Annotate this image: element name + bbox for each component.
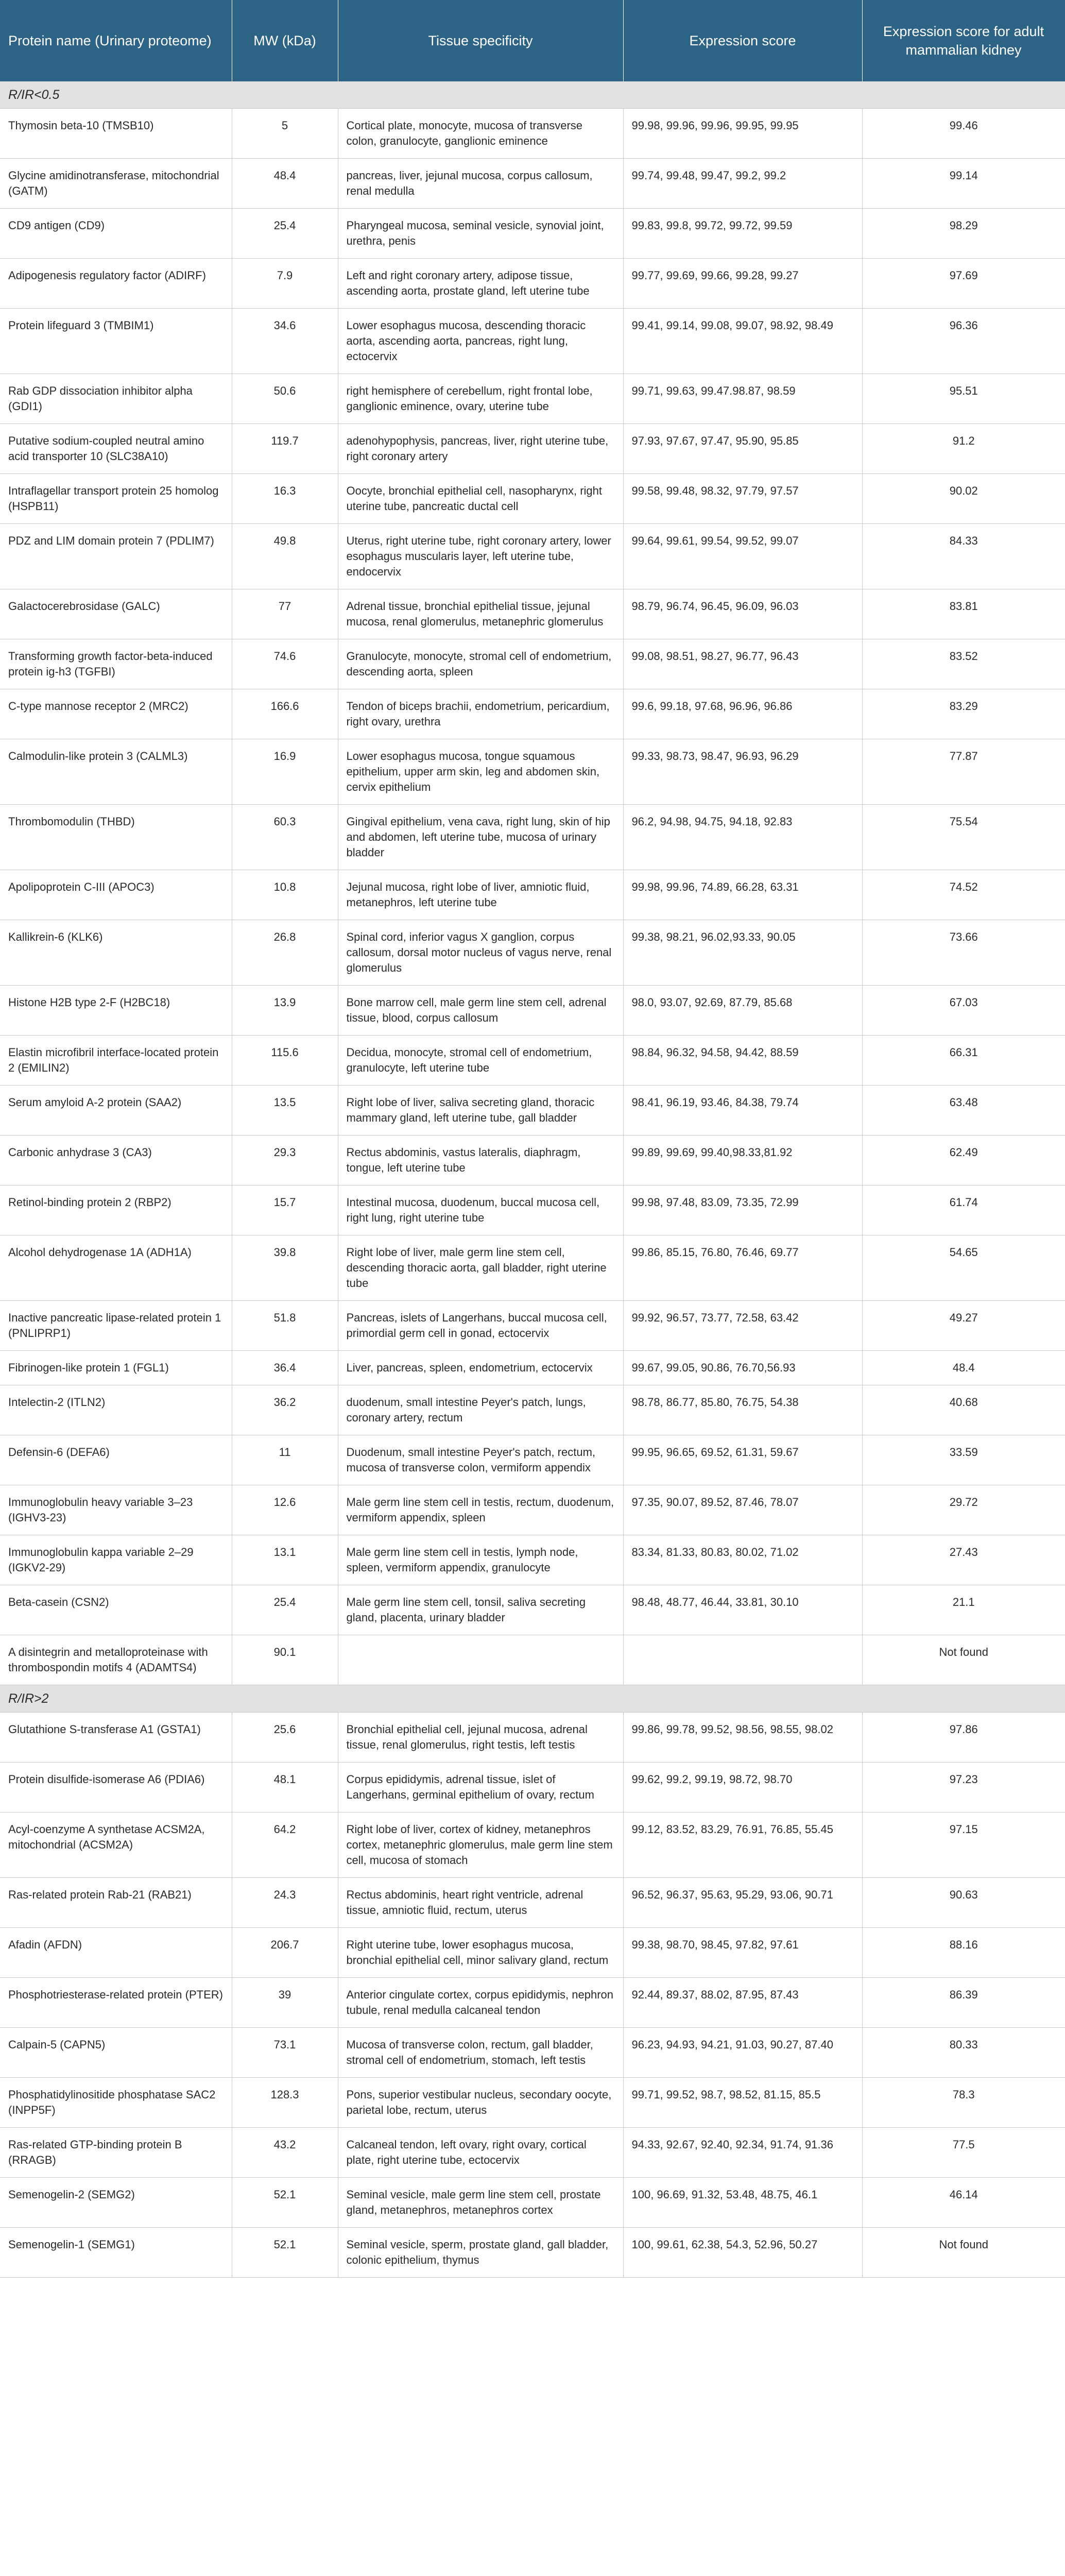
protein-name-cell: Transforming growth factor-beta-induced protein ig-h3 (TGFBI) [0,639,232,689]
expression-score-cell: 99.77, 99.69, 99.66, 99.28, 99.27 [623,259,862,309]
table-row [0,1535,1065,1585]
adult-kidney-score-cell: 33.59 [862,1435,1065,1485]
table-row [0,986,1065,1036]
expression-score-cell: 99.64, 99.61, 99.54, 99.52, 99.07 [623,524,862,589]
tissue-cell: Gingival epithelium, vena cava, right lung, skin of hip and abdomen, left uterine tube, mucosa of urinary bladder [338,805,623,870]
adult-kidney-score-cell: 97.23 [862,1762,1065,1812]
mw-cell: 51.8 [232,1301,338,1351]
table-row [0,2178,1065,2228]
protein-name-cell: Calmodulin-like protein 3 (CALML3) [0,739,232,805]
expression-score-cell: 99.6, 99.18, 97.68, 96.96, 96.86 [623,689,862,739]
adult-kidney-score-cell: 83.81 [862,589,1065,639]
adult-kidney-score-cell: Not found [862,2228,1065,2278]
adult-kidney-score-cell: 97.69 [862,259,1065,309]
tissue-cell: Seminal vesicle, male germ line stem cell, prostate gland, metanephros, metanephros cortex [338,2178,623,2228]
mw-cell: 128.3 [232,2078,338,2128]
mw-cell: 25.4 [232,1585,338,1635]
adult-kidney-score-cell: 61.74 [862,1185,1065,1235]
expression-score-cell: 98.79, 96.74, 96.45, 96.09, 96.03 [623,589,862,639]
table-row [0,524,1065,589]
protein-name-cell: Inactive pancreatic lipase-related protein 1 (PNLIPRP1) [0,1301,232,1351]
adult-kidney-score-cell: 62.49 [862,1136,1065,1185]
expression-score-cell: 99.86, 85.15, 76.80, 76.46, 69.77 [623,1235,862,1301]
expression-score-cell: 96.23, 94.93, 94.21, 91.03, 90.27, 87.40 [623,2028,862,2078]
table-row [0,870,1065,920]
header-tissue: Tissue specificity [338,0,623,81]
protein-name-cell: Kallikrein-6 (KLK6) [0,920,232,986]
table-row [0,2228,1065,2278]
expression-score-cell: 96.52, 96.37, 95.63, 95.29, 93.06, 90.71 [623,1878,862,1928]
adult-kidney-score-cell: Not found [862,1635,1065,1685]
adult-kidney-score-cell: 91.2 [862,424,1065,474]
table-row [0,424,1065,474]
mw-cell: 5 [232,109,338,159]
expression-score-cell: 99.58, 99.48, 98.32, 97.79, 97.57 [623,474,862,524]
protein-name-cell: Glutathione S-transferase A1 (GSTA1) [0,1713,232,1762]
table-row [0,1301,1065,1351]
protein-name-cell: Acyl-coenzyme A synthetase ACSM2A, mitochondrial (ACSM2A) [0,1812,232,1878]
adult-kidney-score-cell: 98.29 [862,209,1065,259]
header-expression: Expression score [623,0,862,81]
tissue-cell: Calcaneal tendon, left ovary, right ovary, cortical plate, right uterine tube, ectocervix [338,2128,623,2178]
mw-cell: 115.6 [232,1036,338,1086]
section-header-row [0,1685,1065,1713]
protein-name-cell: Calpain-5 (CAPN5) [0,2028,232,2078]
adult-kidney-score-cell: 84.33 [862,524,1065,589]
protein-name-cell: Semenogelin-1 (SEMG1) [0,2228,232,2278]
protein-name-cell: Galactocerebrosidase (GALC) [0,589,232,639]
tissue-cell: Cortical plate, monocyte, mucosa of transverse colon, granulocyte, ganglionic eminence [338,109,623,159]
mw-cell: 15.7 [232,1185,338,1235]
mw-cell: 36.2 [232,1385,338,1435]
tissue-cell: Bronchial epithelial cell, jejunal mucosa, adrenal tissue, renal glomerulus, right testis, left testis [338,1713,623,1762]
table-row [0,374,1065,424]
mw-cell: 73.1 [232,2028,338,2078]
table-row [0,1086,1065,1136]
tissue-cell: Lower esophagus mucosa, descending thoracic aorta, ascending aorta, pancreas, right lung, ectocervix [338,309,623,374]
header-row [0,0,1065,81]
table-row [0,1036,1065,1086]
mw-cell: 64.2 [232,1812,338,1878]
tissue-cell: Seminal vesicle, sperm, prostate gland, gall bladder, colonic epithelium, thymus [338,2228,623,2278]
expression-score-cell: 100, 99.61, 62.38, 54.3, 52.96, 50.27 [623,2228,862,2278]
tissue-cell: Intestinal mucosa, duodenum, buccal mucosa cell, right lung, right uterine tube [338,1185,623,1235]
expression-score-cell: 83.34, 81.33, 80.83, 80.02, 71.02 [623,1535,862,1585]
table-row [0,209,1065,259]
adult-kidney-score-cell: 99.46 [862,109,1065,159]
table-row [0,1762,1065,1812]
adult-kidney-score-cell: 77.5 [862,2128,1065,2178]
tissue-cell: Right lobe of liver, cortex of kidney, metanephros cortex, metanephric glomerulus, male germ line stem cell, mucosa of stomach [338,1812,623,1878]
tissue-cell: right hemisphere of cerebellum, right frontal lobe, ganglionic eminence, ovary, uterine tube [338,374,623,424]
expression-score-cell: 100, 96.69, 91.32, 53.48, 48.75, 46.1 [623,2178,862,2228]
expression-score-cell: 96.2, 94.98, 94.75, 94.18, 92.83 [623,805,862,870]
adult-kidney-score-cell: 27.43 [862,1535,1065,1585]
adult-kidney-score-cell: 67.03 [862,986,1065,1036]
mw-cell: 16.3 [232,474,338,524]
table-row [0,739,1065,805]
expression-score-cell: 99.92, 96.57, 73.77, 72.58, 63.42 [623,1301,862,1351]
mw-cell: 43.2 [232,2128,338,2178]
protein-name-cell: Adipogenesis regulatory factor (ADIRF) [0,259,232,309]
protein-name-cell: Rab GDP dissociation inhibitor alpha (GDI1) [0,374,232,424]
protein-name-cell: Defensin-6 (DEFA6) [0,1435,232,1485]
table-row [0,2078,1065,2128]
table-row [0,589,1065,639]
expression-score-cell: 99.08, 98.51, 98.27, 96.77, 96.43 [623,639,862,689]
expression-score-cell: 99.12, 83.52, 83.29, 76.91, 76.85, 55.45 [623,1812,862,1878]
tissue-cell: Male germ line stem cell, tonsil, saliva secreting gland, placenta, urinary bladder [338,1585,623,1635]
protein-name-cell: Alcohol dehydrogenase 1A (ADH1A) [0,1235,232,1301]
mw-cell: 7.9 [232,259,338,309]
adult-kidney-score-cell: 88.16 [862,1928,1065,1978]
expression-score-cell: 99.95, 96.65, 69.52, 61.31, 59.67 [623,1435,862,1485]
mw-cell: 60.3 [232,805,338,870]
mw-cell: 25.6 [232,1713,338,1762]
adult-kidney-score-cell: 49.27 [862,1301,1065,1351]
table-row [0,159,1065,209]
protein-name-cell: Intraflagellar transport protein 25 homolog (HSPB11) [0,474,232,524]
table-row [0,1585,1065,1635]
protein-name-cell: Carbonic anhydrase 3 (CA3) [0,1136,232,1185]
table-row [0,1136,1065,1185]
mw-cell: 10.8 [232,870,338,920]
table-row [0,109,1065,159]
tissue-cell: Tendon of biceps brachii, endometrium, pericardium, right ovary, urethra [338,689,623,739]
adult-kidney-score-cell: 63.48 [862,1086,1065,1136]
protein-name-cell: C-type mannose receptor 2 (MRC2) [0,689,232,739]
table-row [0,805,1065,870]
header-adult-kidney: Expression score for adult mammalian kidney [862,0,1065,81]
protein-name-cell: Ras-related protein Rab-21 (RAB21) [0,1878,232,1928]
mw-cell: 52.1 [232,2178,338,2228]
mw-cell: 36.4 [232,1351,338,1385]
tissue-cell: Oocyte, bronchial epithelial cell, nasopharynx, right uterine tube, pancreatic ductal cell [338,474,623,524]
table-row [0,259,1065,309]
adult-kidney-score-cell: 99.14 [862,159,1065,209]
tissue-cell: Mucosa of transverse colon, rectum, gall bladder, stromal cell of endometrium, stomach, left testis [338,2028,623,2078]
mw-cell: 52.1 [232,2228,338,2278]
mw-cell: 12.6 [232,1485,338,1535]
adult-kidney-score-cell: 74.52 [862,870,1065,920]
tissue-cell: Rectus abdominis, heart right ventricle, adrenal tissue, amniotic fluid, rectum, uterus [338,1878,623,1928]
adult-kidney-score-cell: 66.31 [862,1036,1065,1086]
protein-name-cell: Immunoglobulin kappa variable 2–29 (IGKV2-29) [0,1535,232,1585]
tissue-cell: Bone marrow cell, male germ line stem cell, adrenal tissue, blood, corpus callosum [338,986,623,1036]
table-row [0,1385,1065,1435]
mw-cell: 74.6 [232,639,338,689]
table-row [0,309,1065,374]
table-row [0,1812,1065,1878]
tissue-cell [338,1635,623,1685]
adult-kidney-score-cell: 29.72 [862,1485,1065,1535]
adult-kidney-score-cell: 97.86 [862,1713,1065,1762]
protein-name-cell: Histone H2B type 2-F (H2BC18) [0,986,232,1036]
expression-score-cell: 99.98, 99.96, 99.96, 99.95, 99.95 [623,109,862,159]
tissue-cell: Adrenal tissue, bronchial epithelial tissue, jejunal mucosa, renal glomerulus, metanephric glomerulus [338,589,623,639]
table-row [0,2028,1065,2078]
expression-score-cell: 99.38, 98.21, 96.02,93.33, 90.05 [623,920,862,986]
mw-cell: 13.1 [232,1535,338,1585]
mw-cell: 39 [232,1978,338,2028]
tissue-cell: Pharyngeal mucosa, seminal vesicle, synovial joint, urethra, penis [338,209,623,259]
expression-score-cell: 99.62, 99.2, 99.19, 98.72, 98.70 [623,1762,862,1812]
tissue-cell: Lower esophagus mucosa, tongue squamous epithelium, upper arm skin, leg and abdomen skin, cervix epithelium [338,739,623,805]
table-row [0,1713,1065,1762]
protein-name-cell: Beta-casein (CSN2) [0,1585,232,1635]
tissue-cell: Jejunal mucosa, right lobe of liver, amniotic fluid, metanephros, left uterine tube [338,870,623,920]
expression-score-cell: 99.86, 99.78, 99.52, 98.56, 98.55, 98.02 [623,1713,862,1762]
expression-score-cell: 99.67, 99.05, 90.86, 76.70,56.93 [623,1351,862,1385]
adult-kidney-score-cell: 54.65 [862,1235,1065,1301]
mw-cell: 25.4 [232,209,338,259]
expression-score-cell: 98.41, 96.19, 93.46, 84.38, 79.74 [623,1086,862,1136]
mw-cell: 48.4 [232,159,338,209]
mw-cell: 39.8 [232,1235,338,1301]
mw-cell: 34.6 [232,309,338,374]
adult-kidney-score-cell: 78.3 [862,2078,1065,2128]
expression-score-cell: 99.71, 99.63, 99.47.98.87, 98.59 [623,374,862,424]
adult-kidney-score-cell: 83.52 [862,639,1065,689]
tissue-cell: adenohypophysis, pancreas, liver, right uterine tube, right coronary artery [338,424,623,474]
mw-cell: 13.5 [232,1086,338,1136]
mw-cell: 29.3 [232,1136,338,1185]
protein-name-cell: Apolipoprotein C-III (APOC3) [0,870,232,920]
adult-kidney-score-cell: 48.4 [862,1351,1065,1385]
protein-name-cell: PDZ and LIM domain protein 7 (PDLIM7) [0,524,232,589]
mw-cell: 90.1 [232,1635,338,1685]
adult-kidney-score-cell: 83.29 [862,689,1065,739]
expression-score-cell: 98.48, 48.77, 46.44, 33.81, 30.10 [623,1585,862,1635]
protein-name-cell: Immunoglobulin heavy variable 3–23 (IGHV3-23) [0,1485,232,1535]
mw-cell: 16.9 [232,739,338,805]
tissue-cell: Male germ line stem cell in testis, lymph node, spleen, vermiform appendix, granulocyte [338,1535,623,1585]
adult-kidney-score-cell: 46.14 [862,2178,1065,2228]
tissue-cell: Duodenum, small intestine Peyer's patch, rectum, mucosa of transverse colon, vermiform appendix [338,1435,623,1485]
tissue-cell: Liver, pancreas, spleen, endometrium, ectocervix [338,1351,623,1385]
adult-kidney-score-cell: 90.02 [862,474,1065,524]
table-row [0,2128,1065,2178]
section-header-row [0,81,1065,109]
adult-kidney-score-cell: 40.68 [862,1385,1065,1435]
protein-name-cell: Putative sodium-coupled neutral amino acid transporter 10 (SLC38A10) [0,424,232,474]
tissue-cell: Pancreas, islets of Langerhans, buccal mucosa cell, primordial germ cell in gonad, ectocervix [338,1301,623,1351]
table-row [0,474,1065,524]
mw-cell: 119.7 [232,424,338,474]
adult-kidney-score-cell: 96.36 [862,309,1065,374]
table-row [0,1978,1065,2028]
protein-name-cell: Elastin microfibril interface-located protein 2 (EMILIN2) [0,1036,232,1086]
tissue-cell: Rectus abdominis, vastus lateralis, diaphragm, tongue, left uterine tube [338,1136,623,1185]
protein-name-cell: Protein disulfide-isomerase A6 (PDIA6) [0,1762,232,1812]
expression-score-cell: 97.35, 90.07, 89.52, 87.46, 78.07 [623,1485,862,1535]
mw-cell: 77 [232,589,338,639]
table-row [0,920,1065,986]
tissue-cell: Right uterine tube, lower esophagus mucosa, bronchial epithelial cell, minor salivary gland, rectum [338,1928,623,1978]
expression-score-cell: 98.78, 86.77, 85.80, 76.75, 54.38 [623,1385,862,1435]
expression-score-cell: 99.41, 99.14, 99.08, 99.07, 98.92, 98.49 [623,309,862,374]
mw-cell: 49.8 [232,524,338,589]
expression-score-cell: 98.84, 96.32, 94.58, 94.42, 88.59 [623,1036,862,1086]
tissue-cell: Pons, superior vestibular nucleus, secondary oocyte, parietal lobe, rectum, uterus [338,2078,623,2128]
table-row [0,1928,1065,1978]
table-body [0,81,1065,2278]
expression-score-cell: 99.98, 99.96, 74.89, 66.28, 63.31 [623,870,862,920]
tissue-cell: Left and right coronary artery, adipose tissue, ascending aorta, prostate gland, left uterine tube [338,259,623,309]
protein-name-cell: Phosphatidylinositide phosphatase SAC2 (INPP5F) [0,2078,232,2128]
tissue-cell: Corpus epididymis, adrenal tissue, islet of Langerhans, germinal epithelium of ovary, rectum [338,1762,623,1812]
tissue-cell: Spinal cord, inferior vagus X ganglion, corpus callosum, dorsal motor nucleus of vagus nerve, renal glomerulus [338,920,623,986]
expression-score-cell: 94.33, 92.67, 92.40, 92.34, 91.74, 91.36 [623,2128,862,2178]
mw-cell: 48.1 [232,1762,338,1812]
protein-name-cell: Serum amyloid A-2 protein (SAA2) [0,1086,232,1136]
adult-kidney-score-cell: 97.15 [862,1812,1065,1878]
mw-cell: 206.7 [232,1928,338,1978]
protein-name-cell: Fibrinogen-like protein 1 (FGL1) [0,1351,232,1385]
tissue-cell: Right lobe of liver, male germ line stem cell, descending thoracic aorta, gall bladder, right uterine tube [338,1235,623,1301]
table-row [0,1435,1065,1485]
protein-name-cell: Intelectin-2 (ITLN2) [0,1385,232,1435]
tissue-cell: Anterior cingulate cortex, corpus epididymis, nephron tubule, renal medulla calcaneal tendon [338,1978,623,2028]
mw-cell: 26.8 [232,920,338,986]
table-row [0,1485,1065,1535]
adult-kidney-score-cell: 77.87 [862,739,1065,805]
expression-score-cell: 92.44, 89.37, 88.02, 87.95, 87.43 [623,1978,862,2028]
tissue-cell: Granulocyte, monocyte, stromal cell of endometrium, descending aorta, spleen [338,639,623,689]
expression-score-cell: 99.83, 99.8, 99.72, 99.72, 99.59 [623,209,862,259]
protein-name-cell: Semenogelin-2 (SEMG2) [0,2178,232,2228]
table-row [0,1185,1065,1235]
table-row [0,639,1065,689]
protein-name-cell: Ras-related GTP-binding protein B (RRAGB) [0,2128,232,2178]
header-mw: MW (kDa) [232,0,338,81]
protein-name-cell: Glycine amidinotransferase, mitochondrial (GATM) [0,159,232,209]
section-label: R/IR>2 [0,1685,1065,1713]
mw-cell: 166.6 [232,689,338,739]
expression-score-cell: 99.89, 99.69, 99.40,98.33,81.92 [623,1136,862,1185]
expression-score-cell: 99.33, 98.73, 98.47, 96.93, 96.29 [623,739,862,805]
header-protein: Protein name (Urinary proteome) [0,0,232,81]
protein-name-cell: Thrombomodulin (THBD) [0,805,232,870]
table-row [0,1351,1065,1385]
table-row [0,1635,1065,1685]
tissue-cell: Male germ line stem cell in testis, rectum, duodenum, vermiform appendix, spleen [338,1485,623,1535]
table-row [0,689,1065,739]
tissue-cell: duodenum, small intestine Peyer's patch, lungs, coronary artery, rectum [338,1385,623,1435]
tissue-cell: pancreas, liver, jejunal mucosa, corpus callosum, renal medulla [338,159,623,209]
adult-kidney-score-cell: 90.63 [862,1878,1065,1928]
expression-score-cell [623,1635,862,1685]
protein-name-cell: Thymosin beta-10 (TMSB10) [0,109,232,159]
table-row [0,1878,1065,1928]
table-row [0,1235,1065,1301]
expression-score-cell: 97.93, 97.67, 97.47, 95.90, 95.85 [623,424,862,474]
adult-kidney-score-cell: 80.33 [862,2028,1065,2078]
adult-kidney-score-cell: 75.54 [862,805,1065,870]
tissue-cell: Uterus, right uterine tube, right coronary artery, lower esophagus muscularis layer, left uterine tube, endocervix [338,524,623,589]
protein-name-cell: CD9 antigen (CD9) [0,209,232,259]
protein-name-cell: A disintegrin and metalloproteinase with thrombospondin motifs 4 (ADAMTS4) [0,1635,232,1685]
mw-cell: 50.6 [232,374,338,424]
expression-score-cell: 98.0, 93.07, 92.69, 87.79, 85.68 [623,986,862,1036]
mw-cell: 11 [232,1435,338,1485]
section-label: R/IR<0.5 [0,81,1065,109]
mw-cell: 24.3 [232,1878,338,1928]
expression-score-cell: 99.38, 98.70, 98.45, 97.82, 97.61 [623,1928,862,1978]
adult-kidney-score-cell: 95.51 [862,374,1065,424]
expression-score-cell: 99.74, 99.48, 99.47, 99.2, 99.2 [623,159,862,209]
adult-kidney-score-cell: 73.66 [862,920,1065,986]
tissue-cell: Right lobe of liver, saliva secreting gland, thoracic mammary gland, left uterine tube, gall bladder [338,1086,623,1136]
protein-name-cell: Phosphotriesterase-related protein (PTER) [0,1978,232,2028]
protein-name-cell: Protein lifeguard 3 (TMBIM1) [0,309,232,374]
tissue-cell: Decidua, monocyte, stromal cell of endometrium, granulocyte, left uterine tube [338,1036,623,1086]
protein-name-cell: Retinol-binding protein 2 (RBP2) [0,1185,232,1235]
adult-kidney-score-cell: 86.39 [862,1978,1065,2028]
protein-name-cell: Afadin (AFDN) [0,1928,232,1978]
adult-kidney-score-cell: 21.1 [862,1585,1065,1635]
expression-score-cell: 99.98, 97.48, 83.09, 73.35, 72.99 [623,1185,862,1235]
expression-score-cell: 99.71, 99.52, 98.7, 98.52, 81.15, 85.5 [623,2078,862,2128]
mw-cell: 13.9 [232,986,338,1036]
